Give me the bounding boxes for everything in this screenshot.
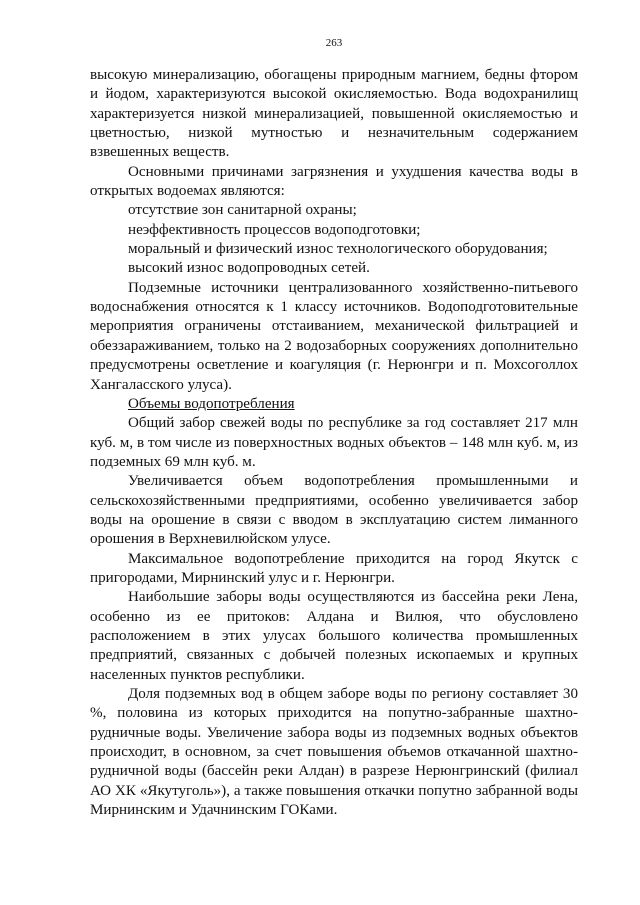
list-item: неэффективность процессов водоподготовки; <box>128 221 421 238</box>
section-heading: Объемы водопотребления <box>128 395 295 412</box>
paragraph-pollution-causes: Основными причинами загрязнения и ухудшения качества воды в открытых водоемах являются: <box>90 163 578 200</box>
list-item: отсутствие зон санитарной охраны; <box>128 202 357 219</box>
page-number: 263 <box>325 37 343 49</box>
paragraph-lena-basin: Наибольшие заборы воды осуществляются из бассейна реки Лена, особенно из ее притоков: Алдана и Вилюя, что обусловлено расположением в этих улусах большого количества промышленных предприятий, связанных с добычей полезных ископаемых и крупных населенных пунктов республики. <box>90 589 578 683</box>
list-item: моральный и физический износ технологического оборудования; <box>128 241 548 258</box>
paragraph-underground-sources: Подземные источники централизованного хозяйственно-питьевого водоснабжения относятся к 1 классу источников. Водоподготовительные мероприятия ограничены отстаиванием, механической фильтрацией и обеззараживанием, только на 2 водозаборных сооружениях дополнительно предусмотрены осветление и коагуляция (г. Нерюнгри и п. Мохсоголлох Хангаласского улуса). <box>90 279 578 393</box>
paragraph-mineralization: высокую минерализацию, обогащены природным магнием, бедны фтором и йодом, характеризуются высокой окисляемостью. Вода водохранилищ характеризуется низкой минерализацией, повышенной окисляемостью и цветностью, низкой мутностью и незначительным содержанием взвешенных веществ. <box>90 67 578 161</box>
paragraph-max-consumption: Максимальное водопотребление приходится на город Якутск с пригородами, Мирнинский улус и г. Нерюнгри. <box>90 550 578 586</box>
paragraph-consumption-growth: Увеличивается объем водопотребления промышленными и сельскохозяйственными предприятиями, особенно увеличивается забор воды на орошение в связи с вводом в эксплуатацию систем лиманного орошения в Верхневилюйском улусе. <box>90 473 578 548</box>
document-page <box>90 36 578 820</box>
list-item: высокий износ водопроводных сетей. <box>128 260 370 277</box>
pollution-causes-list <box>90 201 578 278</box>
paragraph-groundwater-share: Доля подземных вод в общем заборе воды по региону составляет 30 %, половина из которых приходится на попутно-забранные шахтно-рудничные воды. Увеличение забора воды из подземных водных объектов происходит, в основном, за счет повышения объемов откачанной шахтно-рудничной воды (бассейн реки Алдан) в разрезе Нерюнгринский (филиал АО ХК «Якутуголь»), а также повышения откачки попутно забранной воды Мирнинским и Удачнинским ГОКами. <box>90 686 578 819</box>
paragraph-total-intake: Общий забор свежей воды по республике за год составляет 217 млн куб. м, в том числе из поверхностных водных объектов – 148 млн куб. м, из подземных 69 млн куб. м. <box>90 415 578 470</box>
